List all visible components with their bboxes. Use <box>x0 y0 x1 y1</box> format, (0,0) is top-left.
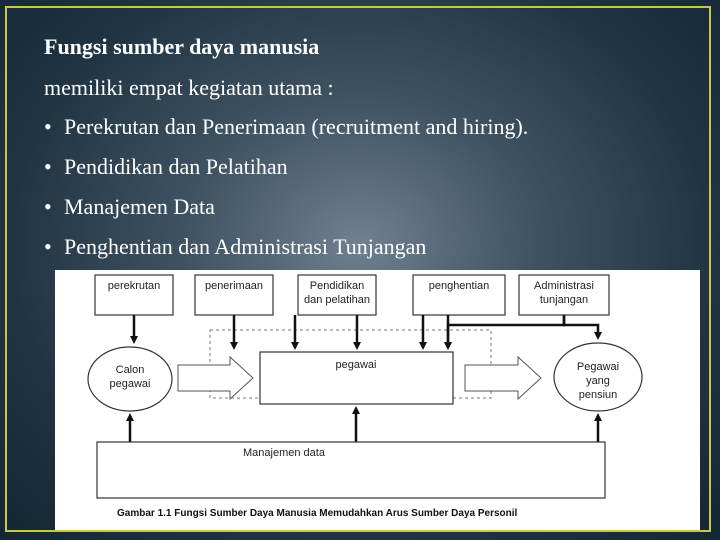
bullet-text: Perekrutan dan Penerimaan (recruitment and hiring). <box>64 114 529 139</box>
box-administrasi-label-1: Administrasi <box>534 280 594 292</box>
box-pendidikan-label-1: Pendidikan <box>309 280 365 292</box>
bullet-list <box>44 112 528 272</box>
bullet-text: Penghentian dan Administrasi Tunjangan <box>64 234 427 259</box>
box-pegawai-label: pegawai <box>335 359 377 371</box>
bullet-dot: • <box>44 114 52 139</box>
slide-subtitle: memiliki empat kegiatan utama : <box>44 75 334 100</box>
pensiun-label-1: Pegawai <box>576 361 620 373</box>
arrow-administrasi-pensiun <box>564 315 598 336</box>
ellipse-calon-pegawai <box>88 347 172 411</box>
box-pendidikan-label-2: dan pelatihan <box>303 294 371 306</box>
bullet-dot: • <box>44 194 52 219</box>
box-perekrutan <box>95 275 173 315</box>
box-perekrutan-label: perekrutan <box>107 280 161 292</box>
box-manajemen-data <box>97 442 605 498</box>
slide-title: Fungsi sumber daya manusia <box>44 34 320 59</box>
box-penghentian <box>413 275 505 315</box>
box-administrasi <box>519 275 609 315</box>
diagram-svg <box>55 270 700 530</box>
box-pendidikan <box>298 275 376 315</box>
box-penerimaan <box>195 275 273 315</box>
calon-label-1: Calon <box>115 364 145 376</box>
pensiun-label-2: yang <box>586 375 610 387</box>
pensiun-label-3: pensiun <box>578 389 618 401</box>
calon-label-2: pegawai <box>109 378 151 390</box>
bullet-item <box>44 112 528 152</box>
box-penerimaan-label: penerimaan <box>204 280 264 292</box>
bullet-text: Pendidikan dan Pelatihan <box>64 154 288 179</box>
bullet-text: Manajemen Data <box>64 194 215 219</box>
figure-caption: Gambar 1.1 Fungsi Sumber Daya Manusia Memudahkan Arus Sumber Daya Personil <box>117 508 518 519</box>
arrow-administrasi-pegawai <box>448 315 564 346</box>
box-pegawai <box>260 352 453 404</box>
bullet-dot: • <box>44 154 52 179</box>
bullet-item <box>44 232 528 272</box>
box-administrasi-label-2: tunjangan <box>539 294 589 306</box>
bullet-dot: • <box>44 234 52 259</box>
box-penghentian-label: penghentian <box>428 280 490 292</box>
box-manajemen-data-label: Manajemen data <box>243 447 325 459</box>
flow-arrow-in <box>178 357 253 399</box>
bullet-item <box>44 152 528 192</box>
ellipse-pegawai-pensiun <box>554 343 642 411</box>
bullet-item <box>44 192 528 232</box>
flow-arrow-out <box>465 357 541 399</box>
hr-flow-diagram <box>55 270 700 530</box>
